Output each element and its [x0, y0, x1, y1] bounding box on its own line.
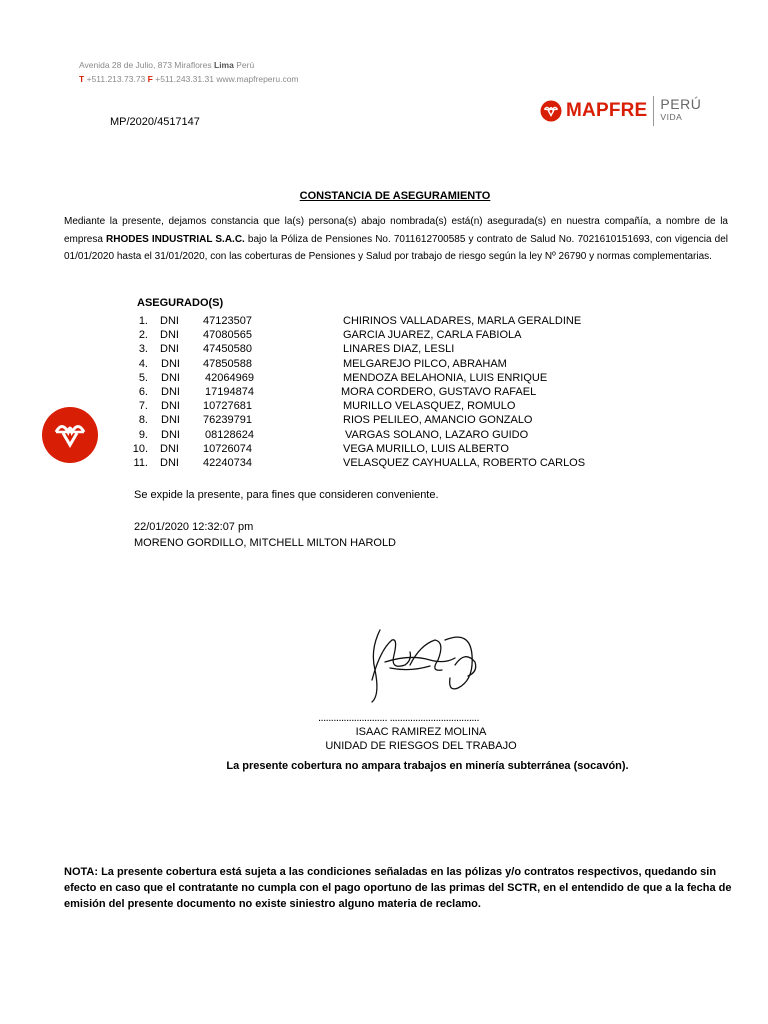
insured-doc-id: 76239791	[203, 414, 252, 427]
insured-name: MURILLO VELASQUEZ, ROMULO	[343, 400, 516, 413]
insured-row	[0, 342, 768, 356]
website-text: www.mapfreperu.com	[216, 74, 299, 84]
insured-name: VELASQUEZ CAYHUALLA, ROBERTO CARLOS	[343, 457, 586, 469]
brand-name: MAPFRE	[566, 100, 648, 121]
brand-country-block	[660, 98, 701, 124]
insured-heading: ASEGURADO(S)	[137, 297, 224, 309]
insured-number: 2.	[138, 329, 148, 342]
insured-doc-id: 17194874	[205, 386, 254, 398]
insured-row	[0, 399, 768, 413]
insured-number: 10.	[132, 442, 148, 455]
insured-row	[0, 428, 768, 442]
fax-label: F	[147, 74, 153, 84]
address-line	[79, 58, 299, 72]
insured-number: 5.	[138, 371, 148, 384]
intro-text-end: bajo la Póliza de Pensiones No. 7011612700585 y contrato de Salud No. 7021610151693, con vigencia del 01/01/2020 hasta el 31/01/2020, con las coberturas de Pensiones y Salud por trabajo de riesgo según la ley Nº 26790 y normas complementarias.	[64, 233, 728, 262]
intro-text-start: Mediante la presente, dejamos constancia que la(s) persona(s) abajo nombrada(s) está(n) asegurada(s) en nuestra compañía, a nombre de la empresa	[64, 216, 728, 245]
insured-row	[0, 456, 768, 470]
insured-doc-type: DNI	[161, 386, 180, 398]
insured-name: VEGA MURILLO, LUIS ALBERTO	[343, 442, 509, 455]
insured-doc-type: DNI	[161, 400, 180, 413]
insured-doc-id: 10726074	[203, 442, 252, 455]
signer-unit: UNIDAD DE RIESGOS DEL TRABAJO	[325, 740, 517, 752]
insured-doc-type: DNI	[161, 357, 180, 370]
insured-doc-type: DNI	[161, 428, 180, 441]
insured-name: RIOS PELILEO, AMANCIO GONZALO	[343, 414, 533, 427]
issued-by: MORENO GORDILLO, MITCHELL MILTON HAROLD	[134, 537, 397, 549]
handwritten-signature	[350, 610, 490, 710]
insured-name: MELGAREJO PILCO, ABRAHAM	[343, 357, 507, 370]
city-text: Lima	[214, 60, 234, 70]
coverage-note: La presente cobertura no ampara trabajos en minería subterránea (socavón).	[226, 760, 629, 772]
insured-doc-type: DNI	[161, 371, 180, 384]
insured-name: CHIRINOS VALLADARES, MARLA GERALDINE	[343, 315, 582, 327]
mapfre-logo	[540, 94, 701, 128]
phone-label: T	[79, 74, 85, 84]
insured-number: 11.	[133, 457, 148, 469]
signature-line: ........................... ...................................	[318, 712, 480, 724]
legal-note: NOTA: La presente cobertura está sujeta a las condiciones señaladas en las pólizas y/o contratos respectivos, quedando sin efecto en caso que el contratante no cumpla con el pago oportuno de las primas del SCTR, en el entendido de que a la fecha de emisión del presente documento no existe siniestro alguno materia de reclamo.	[64, 866, 732, 910]
insured-doc-type: DNI	[160, 457, 179, 469]
insured-row	[0, 371, 768, 385]
insured-number: 8.	[138, 414, 148, 427]
insured-doc-type: DNI	[161, 414, 180, 427]
insured-row	[0, 328, 768, 342]
mapfre-trebol-icon	[42, 407, 98, 463]
phone-text: +511.213.73.73	[86, 74, 146, 84]
insured-doc-id: 42240734	[203, 457, 252, 469]
side-brand-mark	[42, 407, 98, 463]
logo-divider	[653, 96, 654, 126]
insured-doc-id: 08128624	[205, 428, 254, 441]
insured-name: VARGAS SOLANO, LAZARO GUIDO	[345, 428, 529, 441]
contact-line	[79, 72, 299, 86]
insured-number: 1.	[138, 315, 148, 327]
insured-doc-id: 42064969	[205, 371, 254, 384]
insured-row	[0, 442, 768, 456]
insured-doc-type: DNI	[160, 329, 179, 342]
insured-number: 6.	[138, 386, 148, 398]
document-title: CONSTANCIA DE ASEGURAMIENTO	[299, 190, 491, 202]
insured-name: GARCIA JUAREZ, CARLA FABIOLA	[343, 329, 522, 342]
signer-name: ISAAC RAMIREZ MOLINA	[355, 726, 487, 738]
insured-doc-id: 47850588	[203, 357, 252, 370]
insured-row	[0, 314, 768, 328]
company-name: RHODES INDUSTRIAL S.A.C.	[106, 233, 245, 245]
insured-doc-id: 47123507	[203, 315, 252, 327]
insured-number: 4.	[138, 357, 148, 370]
insured-name: LINARES DIAZ, LESLI	[343, 343, 455, 356]
insured-doc-id: 10727681	[203, 400, 252, 413]
insured-name: MENDOZA BELAHONIA, LUIS ENRIQUE	[343, 371, 548, 384]
insured-doc-type: DNI	[160, 315, 179, 327]
insured-doc-id: 47080565	[203, 329, 252, 342]
intro-paragraph	[64, 213, 728, 266]
insured-name: MORA CORDERO, GUSTAVO RAFAEL	[341, 386, 537, 398]
address-text: Avenida 28 de Julio, 873 Miraflores	[79, 60, 212, 70]
brand-country: PERÚ	[660, 96, 702, 112]
issued-datetime: 22/01/2020 12:32:07 pm	[134, 521, 254, 533]
insured-row	[0, 385, 768, 399]
insured-number: 7.	[138, 400, 148, 413]
insured-row	[0, 357, 768, 371]
insured-row	[0, 413, 768, 427]
header-address-block	[79, 58, 299, 86]
mapfre-trebol-icon	[540, 100, 562, 122]
brand-unit: VIDA	[660, 112, 683, 122]
insured-number: 9.	[138, 428, 148, 441]
insured-doc-type: DNI	[160, 442, 179, 455]
fax-text: +511.243.31.31	[155, 74, 214, 84]
insured-number: 3.	[138, 343, 148, 356]
insured-doc-type: DNI	[160, 343, 179, 356]
document-reference: MP/2020/4517147	[110, 116, 200, 128]
country-text: Perú	[236, 60, 255, 70]
issuance-statement: Se expide la presente, para fines que consideren conveniente.	[134, 489, 439, 501]
insured-doc-id: 47450580	[203, 343, 252, 356]
